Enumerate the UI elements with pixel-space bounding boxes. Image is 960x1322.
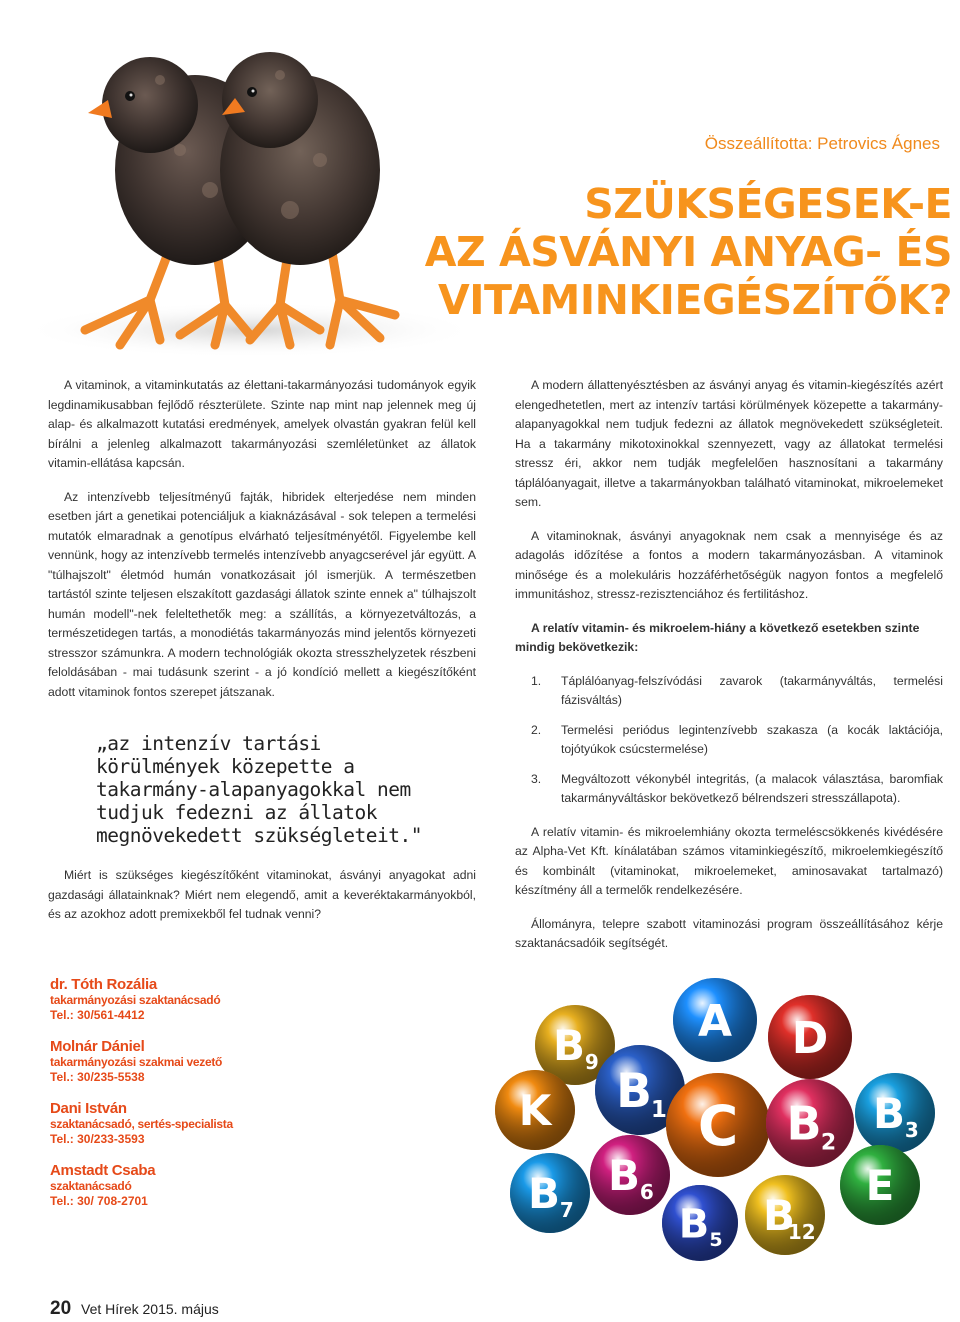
contact-name: Dani István (50, 1100, 127, 1117)
contact-phone: Tel.: 30/235-5538 (50, 1070, 145, 1084)
contact-card (50, 1100, 310, 1147)
author-credit: Összeállította: Petrovics Ágnes (704, 134, 940, 153)
right-column (515, 376, 943, 968)
page-number: 20 (50, 1298, 72, 1319)
vitamin-subscript: 5 (709, 1228, 723, 1251)
body-paragraph: A relatív vitamin- és mikroelemhiány okozta termeléscsökkenés kivédésére az Alpha-Vet Kft. kínálatában számos vitaminkiegészítő, mikroelemkiegészítő és kombinált (vitaminokat, mikroelemeket, aminosavakat tartalmazó) készítmény áll a termelők rendelkezésére. (515, 824, 943, 897)
body-paragraph: Miért is szükséges kiegészítőként vitaminokat, ásványi anyagokat adni gazdasági állatainknak? Miért nem elegendő, amit a keveréktakarmányokból, és az azokhoz adott premixekből fel tudnak venni? (48, 868, 476, 921)
contact-name: Molnár Dániel (50, 1038, 145, 1055)
list-number: 3. (531, 771, 542, 786)
contact-role: szaktanácsadó (50, 1179, 132, 1193)
vitamin-letter: D (791, 1012, 829, 1064)
vitamin-ball (662, 1185, 738, 1261)
left-column (48, 376, 476, 716)
vitamin-letter: B (786, 1096, 822, 1151)
vitamin-ball (855, 1073, 935, 1153)
contact-role: szaktanácsadó, sertés-specialista (50, 1117, 233, 1131)
contacts-block (50, 976, 310, 1224)
vitamin-letter: B (872, 1089, 906, 1139)
body-paragraph: A vitaminok, a vitaminkutatás az élettani-takarmányozási tudományok egyik legdinamikusabban fejlődő részterülete. Szinte nap mint nap jelennek meg új alap- és alkalmazott kutatási eredmények, amelyek olvastán gyakran felül kell bírálni a jelenleg alkalmazott takarmányozási szemléletünket az állatok vitamin-ellátása kapcsán. (48, 378, 476, 470)
vitamin-letter: B (527, 1169, 561, 1219)
vitamin-balls-image (490, 975, 950, 1305)
title-line: VITAMINKIEGÉSZÍTŐK? (438, 276, 952, 324)
contact-phone: Tel.: 30/ 708-2701 (50, 1194, 148, 1208)
body-paragraph: A modern állattenyésztésben az ásványi anyag és vitamin-kiegészítés azért elengedhetetlen, mert az intenzív tartási körülmények közepette a takarmány-alapanyagokkal nem tudjuk fedezni az állatok megnövekedett szükségleteit. Ha a takarmány mikotoxinokkal szennyezett, vagy az állatokat termelési stressz éri, akkor nem tudják megfelelően hasznosítani a takarmány táplálóanyagait, illetve a takarmányokban található vitaminokat, mikroelemeket sem. (515, 378, 943, 509)
vitamin-subscript: 9 (584, 1050, 599, 1074)
list-number: 2. (531, 722, 542, 737)
vitamin-letter: B (762, 1191, 796, 1241)
list-number: 1. (531, 673, 542, 688)
left-column-closing (48, 866, 476, 939)
vitamin-ball (495, 1070, 575, 1150)
vitamin-subscript: 7 (559, 1198, 574, 1222)
vitamin-subscript: 1 (650, 1097, 667, 1123)
vitamin-ball (510, 1153, 590, 1233)
reasons-list (515, 672, 943, 809)
contact-card (50, 976, 310, 1023)
list-text: Táplálóanyag-felszívódási zavarok (takarmányváltás, termelési fázisváltás) (561, 673, 943, 707)
title-line: SZÜKSÉGESEK-E (584, 180, 952, 228)
body-paragraph: Az intenzívebb teljesítményű fajták, hibridek elterjedése nem minden esetben járt a genetikai potenciáljuk a kiaknázásával - sok telepen a termelési mutatók elmaradnak a genotípus elvárható teljesítményétől. Figyelembe kell vennünk, hogy az intenzívebb termelés intenzívebb anyagcserével jár együtt. A "túlhajszolt" életmód humán vonatkozásait jól ismerjük. A természetben tartástól szinte teljesen elszakított gazdasági állatok szinte ennek a" túlhajszolt humán modell"-nek feleltethetők meg: a szállítás, a környezetváltozás, a természetidegen tartás, a monodiétás takarmányozás mind jelentős környezeti stresszor számunkra. A modern technológiák okozta stresszhelyzetek részbeni feloldásában - mai tudásunk szerint - a jó kondíció mellett a kiegészítőként adott vitaminok fontos szerepet játszanak. (48, 489, 476, 699)
contact-name: dr. Tóth Rozália (50, 976, 157, 993)
list-item (515, 672, 943, 711)
vitamin-ball (666, 1073, 770, 1177)
contact-phone: Tel.: 30/233-3593 (50, 1132, 145, 1146)
pull-quote: „az intenzív tartási körülmények közepette a takarmány-alapanyagokkal nem tudjuk fedezni az állatok megnövekedett szükségleteit." (96, 732, 422, 847)
publication-name: Vet Hírek 2015. május (81, 1301, 219, 1317)
article-title (312, 180, 952, 324)
vitamin-subscript: 3 (904, 1118, 919, 1142)
title-line: AZ ÁSVÁNYI ANYAG- ÉS (424, 228, 952, 276)
list-lead: A relatív vitamin- és mikroelem-hiány a következő esetekben szinte mindig bekövetkezik: (515, 620, 920, 654)
vitamin-letter: C (697, 1093, 739, 1158)
page-footer (50, 1298, 219, 1320)
contact-card (50, 1038, 310, 1085)
list-item (515, 770, 943, 809)
vitamin-letter: B (552, 1021, 586, 1071)
list-text: Megváltozott vékonybél integritás, (a malacok választása, baromfiak takarmányváltáskor bekövetkező bélrendszeri stresszállapota). (561, 771, 943, 805)
list-text: Termelési periódus legintenzívebb szakasza (a kocák laktációja, tojótyúkok csúcstermelése) (561, 722, 943, 756)
vitamin-subscript: 6 (639, 1180, 654, 1204)
vitamin-subscript: 12 (787, 1220, 816, 1244)
contact-role: takarmányozási szaktanácsadó (50, 993, 221, 1007)
contact-name: Amstadt Csaba (50, 1162, 156, 1179)
list-item (515, 721, 943, 760)
contact-role: takarmányozási szakmai vezető (50, 1055, 223, 1069)
contact-phone: Tel.: 30/561-4412 (50, 1008, 145, 1022)
vitamin-ball (673, 978, 757, 1062)
vitamin-ball (590, 1135, 670, 1215)
vitamin-letter: A (697, 995, 733, 1047)
vitamin-letter: B (616, 1064, 652, 1120)
vitamin-ball (768, 995, 852, 1079)
vitamin-ball (745, 1175, 825, 1255)
vitamin-ball (766, 1079, 854, 1167)
vitamin-ball (840, 1145, 920, 1225)
vitamin-letter: B (678, 1201, 710, 1248)
vitamin-letter: K (518, 1086, 552, 1136)
vitamin-subscript: 2 (820, 1130, 837, 1156)
body-paragraph: Állományra, telepre szabott vitaminozási program összeállításához kérje szaktanácsadóik segítségét. (515, 916, 943, 950)
vitamin-letter: E (865, 1161, 895, 1211)
contact-card (50, 1162, 310, 1209)
vitamin-letter: B (607, 1151, 641, 1201)
body-paragraph: A vitaminoknak, ásványi anyagoknak nem csak a mennyisége és az adagolás időzítése a fontos a modern takarmányozásban. A vitaminok minősége és a molekuláris hozzáférhetőségük nagyon fontos a megfelelő immunitáshoz, stressz-rezisztenciához és fertilitáshoz. (515, 528, 943, 601)
